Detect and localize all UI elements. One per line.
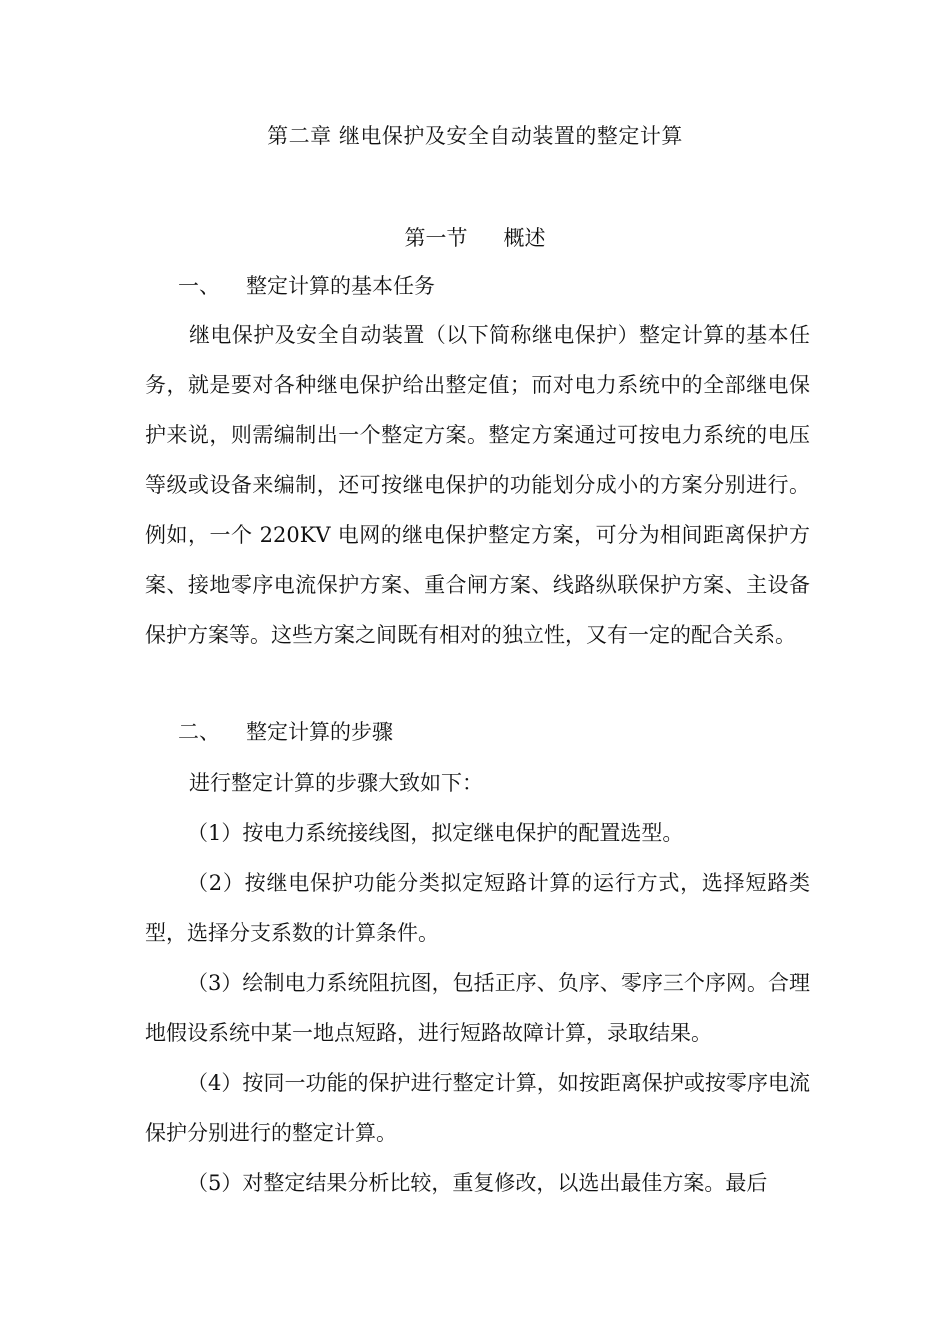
section-label: 第一节 bbox=[404, 226, 468, 250]
paragraph-step-1: （1）按电力系统接线图，拟定继电保护的配置选型。 bbox=[187, 821, 684, 845]
heading-text: 整定计算的基本任务 bbox=[246, 274, 435, 298]
paragraph-step-5: （5）对整定结果分析比较，重复修改，以选出最佳方案。最后 bbox=[187, 1171, 768, 1195]
paragraph-step-2: （2）按继电保护功能分类拟定短路计算的运行方式，选择短路类型，选择分支系数的计算条件。 bbox=[145, 871, 810, 945]
heading-steps bbox=[178, 716, 393, 748]
section-title bbox=[0, 222, 950, 254]
paragraph-step-3: （3）绘制电力系统阻抗图，包括正序、负序、零序三个序网。合理地假设系统中某一地点短路，进行短路故障计算，录取结果。 bbox=[145, 971, 810, 1045]
paragraph-task: 继电保护及安全自动装置（以下简称继电保护）整定计算的基本任务，就是要对各种继电保护给出整定值；而对电力系统中的全部继电保护来说，则需编制出一个整定方案。整定方案通过可按电力系统的电压等级或设备来编制，还可按继电保护的功能划分成小的方案分别进行。例如，一个 220KV 电网的继电保护整定方案，可分为相间距离保护方案、接地零序电流保护方案、重合闸方案、线路纵联保护方案、主设备保护方案等。这些方案之间既有相对的独立性，又有一定的配合关系。 bbox=[145, 323, 810, 647]
chapter-title: 第二章 继电保护及安全自动装置的整定计算 bbox=[267, 124, 683, 148]
heading-number: 一、 bbox=[178, 274, 220, 298]
section-name: 概述 bbox=[503, 226, 546, 250]
paragraph-steps-intro: 进行整定计算的步骤大致如下： bbox=[189, 771, 483, 795]
heading-number: 二、 bbox=[178, 720, 220, 744]
heading-basic-task bbox=[178, 270, 435, 302]
paragraph-step-4: （4）按同一功能的保护进行整定计算，如按距离保护或按零序电流保护分别进行的整定计算。 bbox=[145, 1071, 810, 1145]
heading-text: 整定计算的步骤 bbox=[246, 720, 393, 744]
